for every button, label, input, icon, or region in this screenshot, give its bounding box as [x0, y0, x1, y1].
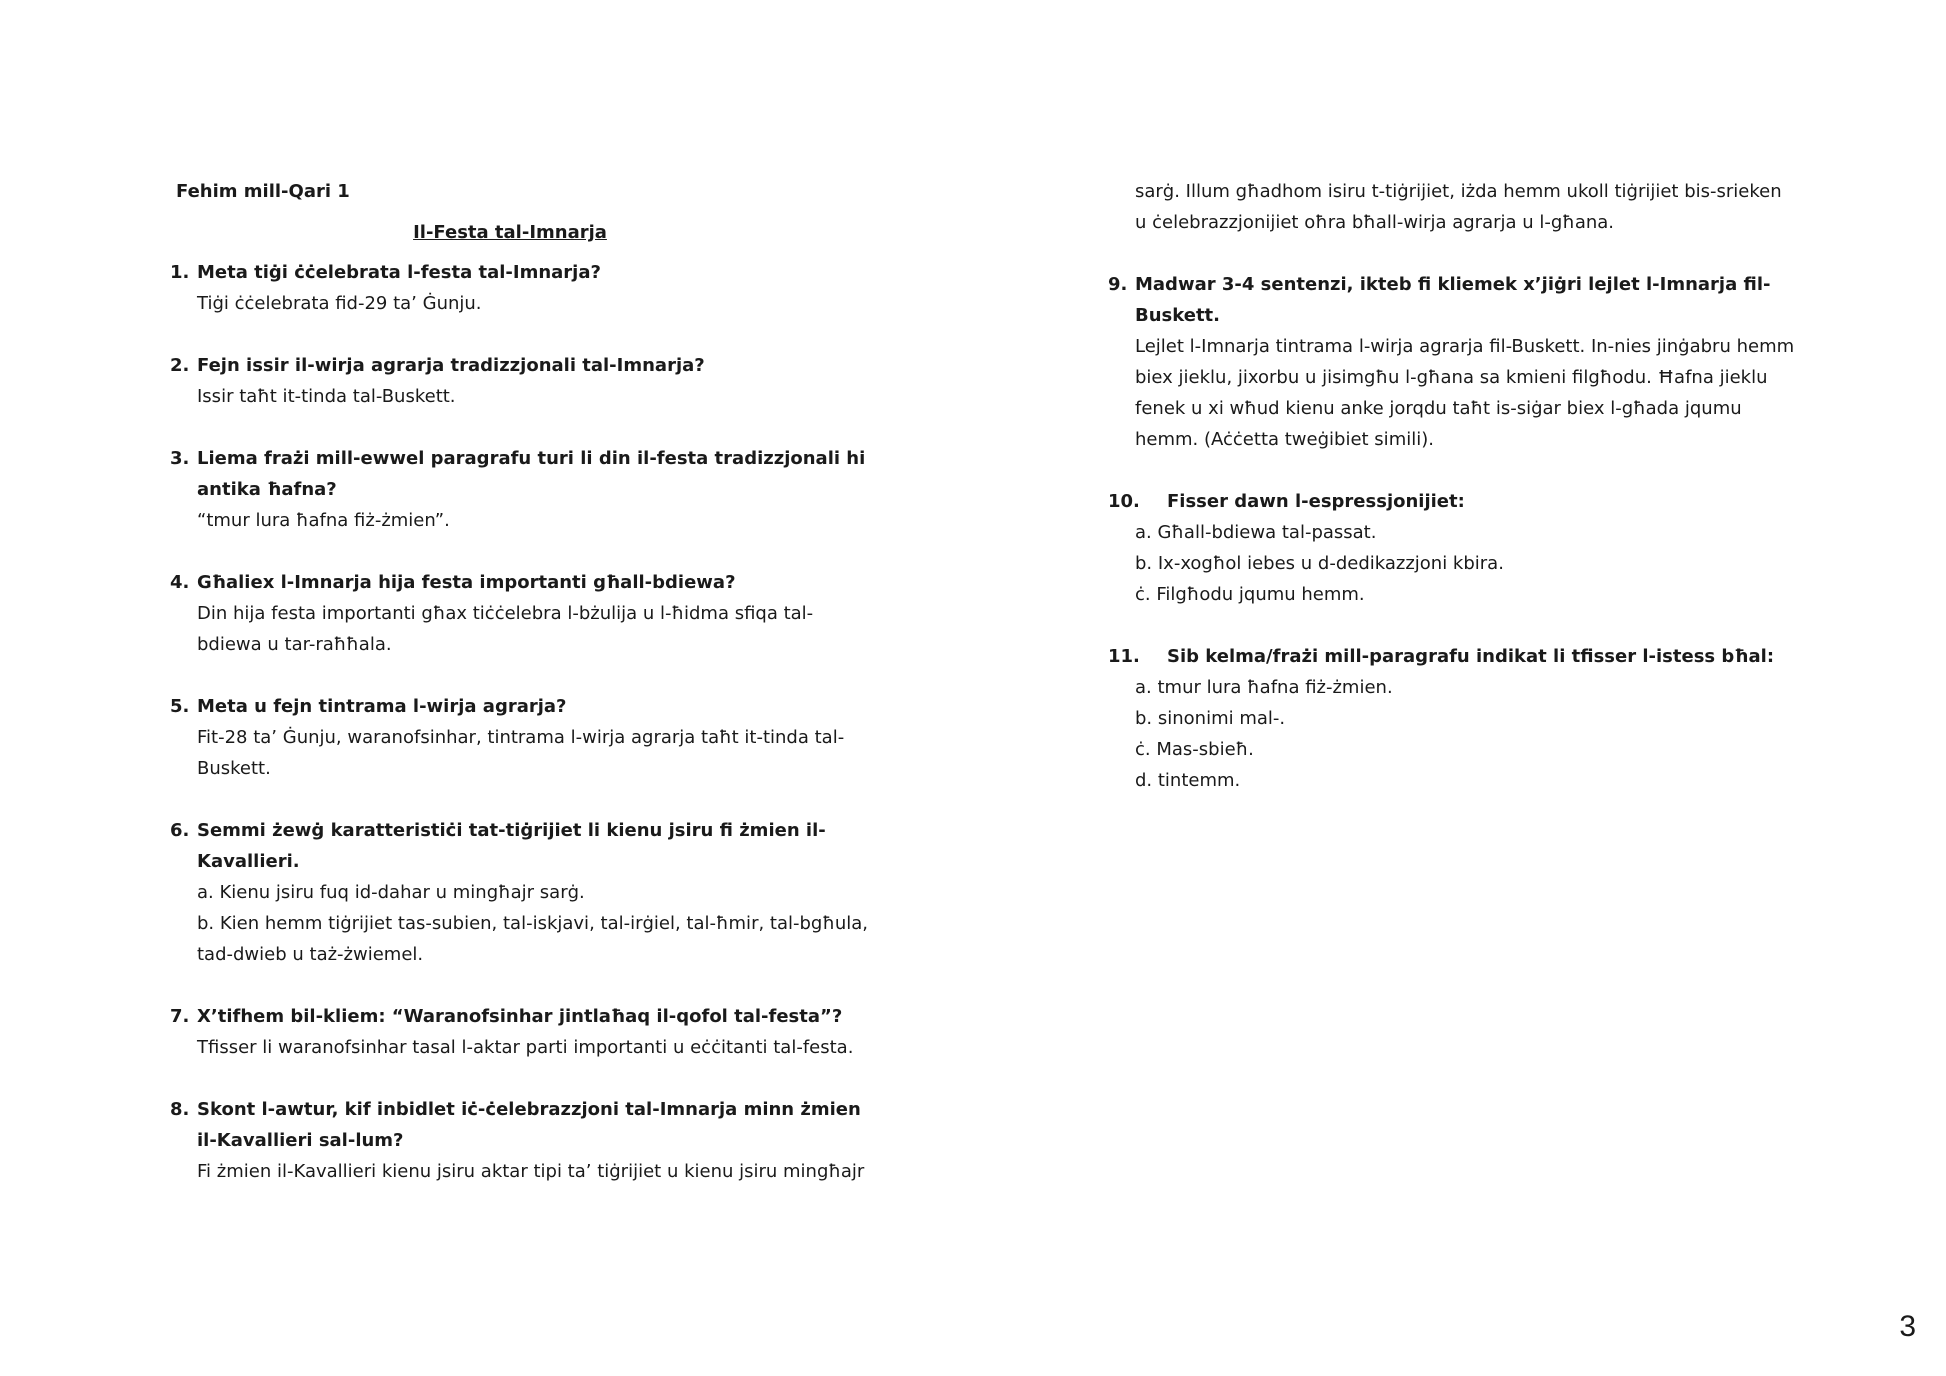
- right-question-list: [1108, 269, 1798, 796]
- question-text: Fejn issir il-wirja agrarja tradizzjonali tal-Imnarja?: [197, 355, 705, 376]
- question-number: 10.: [1108, 491, 1140, 512]
- question-text: Sib kelma/frażi mill-paragrafu indikat li tfisser l-istess bħal:: [1167, 646, 1775, 667]
- answer-line: Fit-28 ta’ Ġunju, waranofsinhar, tintrama l-wirja agrarja taħt it-tinda tal-Buskett.: [197, 727, 845, 779]
- question-number: 11.: [1108, 646, 1140, 667]
- question-item: [170, 443, 870, 536]
- question-number: 8.: [170, 1099, 190, 1120]
- question-item: [170, 350, 870, 412]
- question: [170, 691, 870, 722]
- question-item: [1108, 486, 1798, 610]
- question-text: Meta tiġi ċċelebrata l-festa tal-Imnarja?: [197, 262, 601, 283]
- answer-line: a. Kienu jsiru fuq id-dahar u mingħajr sarġ.: [197, 882, 585, 903]
- answer-line: d. tintemm.: [1135, 770, 1241, 791]
- question-item: [170, 257, 870, 319]
- answer-line: Lejlet l-Imnarja tintrama l-wirja agrarja fil-Buskett. In-nies jinġabru hemm biex jieklu, jixorbu u jisimgħu l-għana sa kmieni filgħodu. Ħafna jieklu fenek u xi wħud kienu anke jorqdu taħt is-siġar biex l-għada jqumu hemm. (Aċċetta tweġibiet simili).: [1135, 336, 1795, 450]
- left-column: [170, 176, 870, 1218]
- question-number: 2.: [170, 355, 190, 376]
- worksheet-heading: Fehim mill-Qari 1: [176, 181, 350, 202]
- answer-line: ċ. Filgħodu jqumu hemm.: [1135, 584, 1365, 605]
- question-text: Madwar 3-4 sentenzi, ikteb fi kliemek x’jiġri lejlet l-Imnarja fil-Buskett.: [1135, 274, 1771, 326]
- question-item: [1108, 269, 1798, 455]
- answer-line: b. Ix-xogħol iebes u d-dedikazzjoni kbira.: [1135, 553, 1504, 574]
- left-question-list: [170, 257, 870, 1187]
- answer-8-continuation: sarġ. Illum għadhom isiru t-tiġrijiet, iżda hemm ukoll tiġrijiet bis-srieken u ċelebrazzjonijiet oħra bħall-wirja agrarja u l-għana.: [1135, 181, 1782, 233]
- question: [170, 1001, 870, 1032]
- question-number: 1.: [170, 262, 190, 283]
- answer-line: a. tmur lura ħafna fiż-żmien.: [1135, 677, 1393, 698]
- question: [1108, 486, 1798, 517]
- question-text: Għaliex l-Imnarja hija festa importanti għall-bdiewa?: [197, 572, 736, 593]
- answer-line: Fi żmien il-Kavallieri kienu jsiru aktar tipi ta’ tiġrijiet u kienu jsiru mingħajr: [197, 1161, 865, 1182]
- question-number: 6.: [170, 820, 190, 841]
- question: [1108, 641, 1798, 672]
- right-column: [1108, 176, 1798, 827]
- question-item: [170, 815, 870, 970]
- question: [170, 567, 870, 598]
- question-item: [170, 567, 870, 660]
- question-number: 7.: [170, 1006, 190, 1027]
- answer-line: “tmur lura ħafna fiż-żmien”.: [197, 510, 450, 531]
- question: [170, 815, 870, 877]
- question-number: 3.: [170, 448, 190, 469]
- answer-line: ċ. Mas-sbieħ.: [1135, 739, 1254, 760]
- question-item: [170, 1001, 870, 1063]
- question-number: 9.: [1108, 274, 1128, 295]
- answer-line: b. Kien hemm tiġrijiet tas-subien, tal-iskjavi, tal-irġiel, tal-ħmir, tal-bgħula, tad-dwieb u taż-żwiemel.: [197, 913, 869, 965]
- question: [170, 350, 870, 381]
- question-item: [170, 691, 870, 784]
- question-number: 4.: [170, 572, 190, 593]
- answer-line: a. Għall-bdiewa tal-passat.: [1135, 522, 1377, 543]
- page-number: 3: [1899, 1310, 1916, 1343]
- question-item: [170, 1094, 870, 1187]
- answer-line: Tiġi ċċelebrata fid-29 ta’ Ġunju.: [197, 293, 482, 314]
- question: [1108, 269, 1798, 331]
- question-text: Liema frażi mill-ewwel paragrafu turi li din il-festa tradizzjonali hi antika ħafna?: [197, 448, 866, 500]
- question: [170, 257, 870, 288]
- question-item: [1108, 641, 1798, 796]
- question-text: Skont l-awtur, kif inbidlet iċ-ċelebrazzjoni tal-Imnarja minn żmien il-Kavallieri sal-lum?: [197, 1099, 861, 1151]
- question-text: Semmi żewġ karatteristiċi tat-tiġrijiet li kienu jsiru fi żmien il-Kavallieri.: [197, 820, 826, 872]
- question-text: Meta u fejn tintrama l-wirja agrarja?: [197, 696, 567, 717]
- question-number: 5.: [170, 696, 190, 717]
- question-text: Fisser dawn l-espressjonijiet:: [1167, 491, 1465, 512]
- worksheet-title: Il-Festa tal-Imnarja: [413, 222, 607, 243]
- answer-line: b. sinonimi mal-.: [1135, 708, 1286, 729]
- question: [170, 443, 870, 505]
- question-text: X’tifhem bil-kliem: “Waranofsinhar jintlaħaq il-qofol tal-festa”?: [197, 1006, 843, 1027]
- question: [170, 1094, 870, 1156]
- answer-line: Din hija festa importanti għax tiċċelebra l-bżulija u l-ħidma sfiqa tal-bdiewa u tar-raħħala.: [197, 603, 814, 655]
- answer-line: Tfisser li waranofsinhar tasal l-aktar parti importanti u eċċitanti tal-festa.: [197, 1037, 854, 1058]
- answer-line: Issir taħt it-tinda tal-Buskett.: [197, 386, 456, 407]
